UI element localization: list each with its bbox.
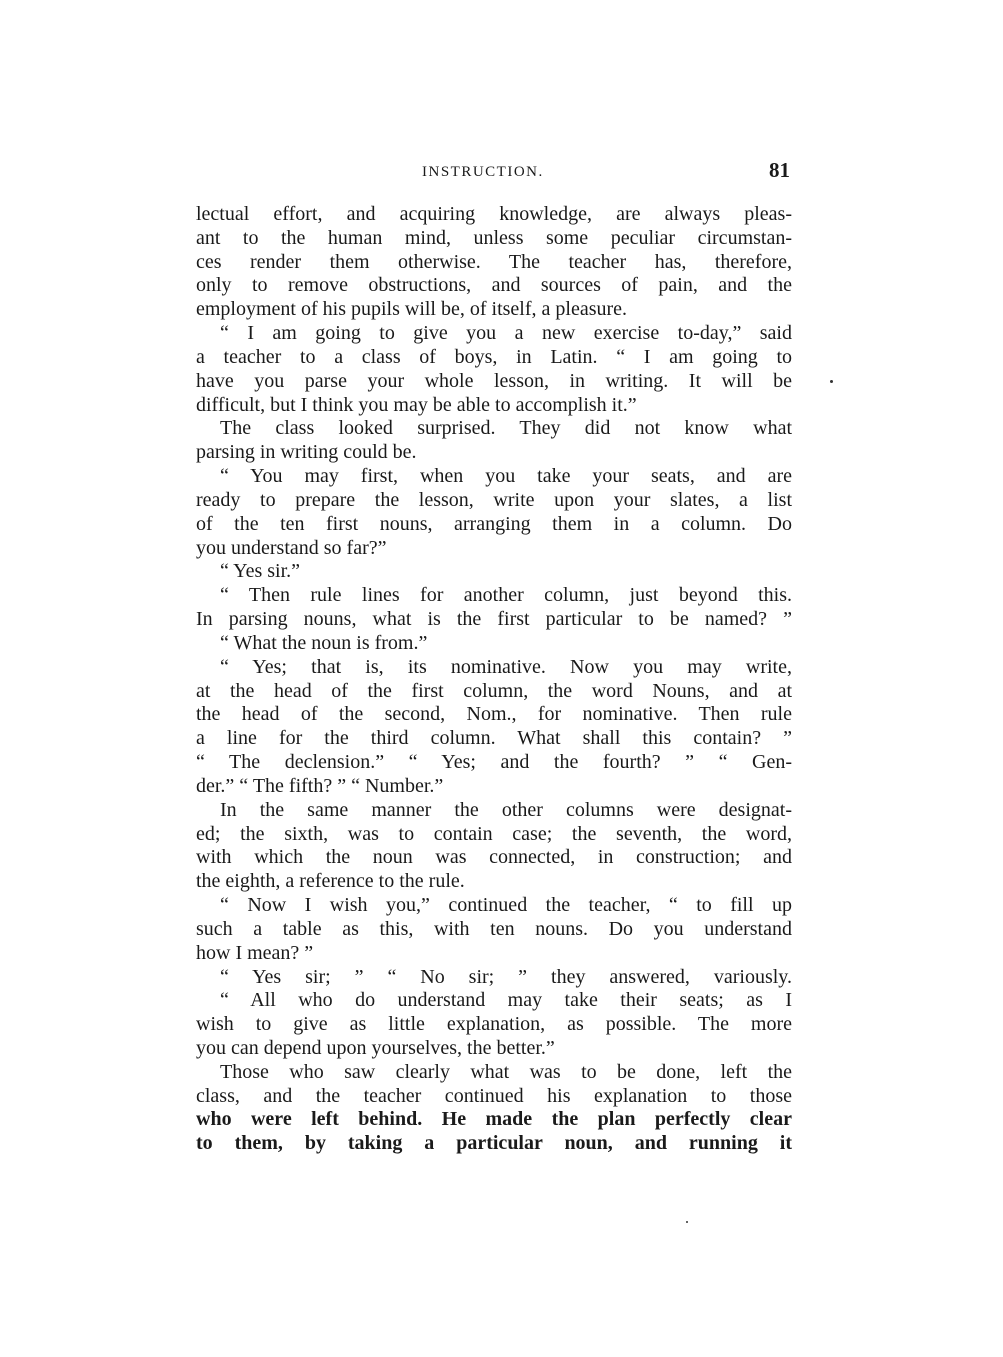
text-line: lectual effort, and acquiring knowledge, are always pleas- bbox=[196, 203, 792, 225]
text-line: such a table as this, with ten nouns. Do you understand bbox=[196, 917, 792, 940]
text-line: you understand so far?” bbox=[196, 536, 387, 559]
text-line: difficult, but I think you may be able to accomplish it.” bbox=[196, 393, 637, 416]
text-line: who were left behind. He made the plan perfectly clear bbox=[196, 1108, 792, 1131]
page-number: 81 bbox=[769, 158, 790, 182]
text-line: “ All who do understand may take their seats; as I bbox=[220, 989, 792, 1012]
running-head bbox=[196, 158, 792, 188]
text-line: the head of the second, Nom., for nominative. Then rule bbox=[196, 703, 792, 726]
body-text bbox=[196, 203, 792, 1156]
text-line: ces render them otherwise. The teacher has, therefore, bbox=[196, 250, 792, 273]
running-title: INSTRUCTION. bbox=[422, 164, 544, 180]
text-line: only to remove obstructions, and sources of pain, and the bbox=[196, 274, 792, 297]
text-line: at the head of the first column, the word Nouns, and at bbox=[196, 679, 792, 702]
text-line: “ Yes; that is, its nominative. Now you may write, bbox=[220, 655, 792, 678]
text-line: “ Now I wish you,” continued the teacher, “ to fill up bbox=[220, 894, 792, 917]
text-line: “ Then rule lines for another column, just beyond this. bbox=[220, 584, 792, 607]
text-line: The class looked surprised. They did not know what bbox=[220, 417, 792, 440]
text-line: “ You may first, when you take your seats, and are bbox=[220, 465, 792, 488]
text-line: you can depend upon yourselves, the better.” bbox=[196, 1036, 555, 1059]
text-line: have you parse your whole lesson, in writing. It will be bbox=[196, 369, 792, 392]
text-line: a teacher to a class of boys, in Latin. “ I am going to bbox=[196, 345, 792, 368]
text-line: of the ten first nouns, arranging them in a column. Do bbox=[196, 512, 792, 535]
text-line: a line for the third column. What shall this contain? ” bbox=[196, 727, 792, 750]
text-line: the eighth, a reference to the rule. bbox=[196, 870, 465, 893]
text-line: der.” “ The fifth? ” “ Number.” bbox=[196, 774, 444, 797]
text-line: ready to prepare the lesson, write upon your slates, a list bbox=[196, 488, 792, 511]
scan-speck bbox=[686, 1221, 688, 1223]
text-line: Those who saw clearly what was to be done, left the bbox=[220, 1060, 792, 1083]
text-line: class, and the teacher continued his explanation to those bbox=[196, 1084, 792, 1107]
text-line: wish to give as little explanation, as possible. The more bbox=[196, 1013, 792, 1036]
text-line: with which the noun was connected, in construction; and bbox=[196, 846, 792, 869]
text-line: In the same manner the other columns were designat- bbox=[220, 798, 792, 821]
text-line: “ Yes sir; ” “ No sir; ” they answered, variously. bbox=[220, 965, 792, 988]
text-line: ant to the human mind, unless some peculiar circumstan- bbox=[196, 226, 792, 249]
text-line: employment of his pupils will be, of itself, a pleasure. bbox=[196, 298, 628, 321]
text-line: ed; the sixth, was to contain case; the seventh, the word, bbox=[196, 822, 792, 845]
text-line: to them, by taking a particular noun, and running it bbox=[196, 1132, 792, 1155]
text-line: how I mean? ” bbox=[196, 941, 314, 964]
text-line: parsing in writing could be. bbox=[196, 441, 417, 464]
text-line: In parsing nouns, what is the first particular to be named? ” bbox=[196, 608, 792, 631]
scan-speck bbox=[830, 380, 833, 383]
text-line: “ The declension.” “ Yes; and the fourth? ” “ Gen- bbox=[196, 751, 792, 774]
text-line: “ Yes sir.” bbox=[220, 560, 301, 583]
text-line: “ I am going to give you a new exercise to-day,” said bbox=[220, 322, 792, 345]
text-line: “ What the noun is from.” bbox=[220, 631, 428, 654]
